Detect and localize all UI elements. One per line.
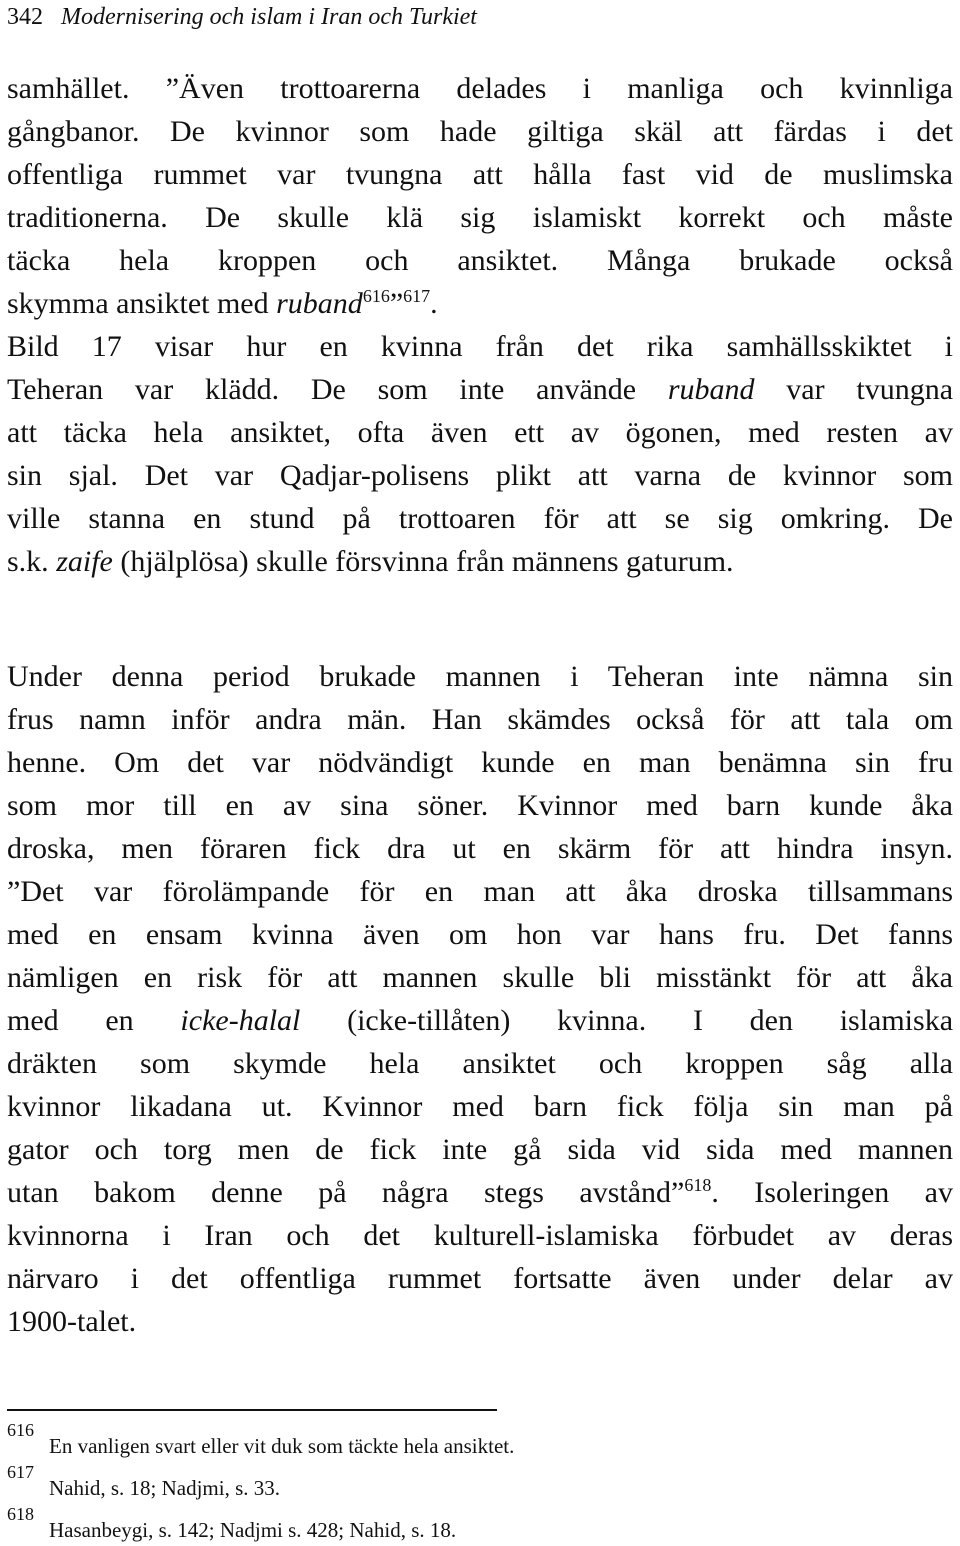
text-line: offentliga rummet var tvungna att hålla fast vid de muslimska [7,158,953,191]
text-line: nämligen en risk för att mannen skulle bli misstänkt för att åka [7,961,953,994]
footnote-number: 618 [7,1504,34,1524]
text-line [7,282,953,325]
italic-term-ruband: ruband [667,373,755,406]
footnote-ref-618[interactable]: 618 [684,1175,712,1195]
footnote-separator [7,1409,497,1411]
running-title: Modernisering och islam i Iran och Turkiet [61,4,477,30]
italic-term-zaife: zaife [56,545,113,578]
text-segment: Teheran var klädd. De som inte använde [7,373,637,406]
closing-quote: ” [671,1176,685,1209]
text-line: dräkten som skymde hela ansiktet och kroppen såg alla [7,1047,953,1080]
text-line: sin sjal. Det var Qadjar-polisens plikt att varna de kvinnor som [7,459,953,492]
text-line: Under denna period brukade mannen i Teheran inte nämna sin [7,660,953,693]
text-line: med en ensam kvinna även om hon var hans fru. Det fanns [7,918,953,951]
text-line: 1900-talet. [7,1305,137,1338]
footnote-text: En vanligen svart eller vit duk som täckte hela ansiktet. [49,1434,515,1458]
text-segment: med en [7,1004,134,1037]
text-line [7,999,953,1042]
footnote-617 [7,1462,953,1504]
footnote-616 [7,1420,953,1462]
text-segment: (hjälplösa) skulle försvinna från männens gaturum. [120,545,734,578]
footnote-ref-616[interactable]: 616 [362,286,390,306]
italic-term-icke-halal: icke-halal [180,1004,301,1037]
footnote-text: Hasanbeygi, s. 142; Nadjmi s. 428; Nahid, s. 18. [49,1518,457,1542]
text-segment: var tvungna [786,373,954,406]
footnotes [7,1420,953,1546]
paragraph-2 [7,655,953,1343]
text-line [7,1171,953,1214]
footnote-ref-617[interactable]: 617 [403,286,431,306]
text-segment: skymma ansiktet med [7,287,269,320]
text-line [7,540,953,583]
paragraph-1 [7,67,953,583]
footnote-text: Nahid, s. 18; Nadjmi, s. 33. [49,1476,280,1500]
text-line: Bild 17 visar hur en kvinna från det rika samhällsskiktet i [7,330,953,363]
footnote-number: 616 [7,1420,34,1440]
footnote-618 [7,1504,953,1546]
italic-term-ruband: ruband [276,287,363,320]
footnote-number: 617 [7,1462,34,1482]
text-line: gångbanor. De kvinnor som hade giltiga skäl att färdas i det [7,115,953,148]
text-line: frus namn inför andra män. Han skämdes också för att tala om [7,703,953,736]
closing-quote: ” [389,287,404,320]
text-line: som mor till en av sina söner. Kvinnor med barn kunde åka [7,789,953,822]
page-number: 342 [7,4,43,30]
text-line: gator och torg men de fick inte gå sida vid sida med mannen [7,1133,953,1166]
text-line: att täcka hela ansiktet, ofta även ett av ögonen, med resten av [7,416,953,449]
text-line [7,368,953,411]
text-segment: utan bakom denne på några stegs avstånd [7,1176,672,1209]
text-segment: . [430,287,438,320]
text-segment: . Isoleringen av [711,1176,953,1209]
text-line: närvaro i det offentliga rummet fortsatte även under delar av [7,1262,953,1295]
text-segment: (icke-tillåten) kvinna. I den islamiska [347,1004,954,1037]
text-line: ville stanna en stund på trottoaren för att se sig omkring. De [7,502,953,535]
text-line: täcka hela kroppen och ansiktet. Många brukade också [7,244,953,277]
text-line: traditionerna. De skulle klä sig islamiskt korrekt och måste [7,201,953,234]
text-line: kvinnorna i Iran och det kulturell-islamiska förbudet av deras [7,1219,953,1252]
text-segment: s.k. [7,545,49,578]
text-line: kvinnor likadana ut. Kvinnor med barn fick följa sin man på [7,1090,953,1123]
text-line: samhället. ”Även trottoarerna delades i manliga och kvinnliga [7,72,953,105]
text-line: henne. Om det var nödvändigt kunde en man benämna sin fru [7,746,953,779]
text-line: droska, men föraren fick dra ut en skärm för att hindra insyn. [7,832,953,865]
text-line: ”Det var förolämpande för en man att åka droska tillsammans [7,875,953,908]
running-header [7,4,477,31]
